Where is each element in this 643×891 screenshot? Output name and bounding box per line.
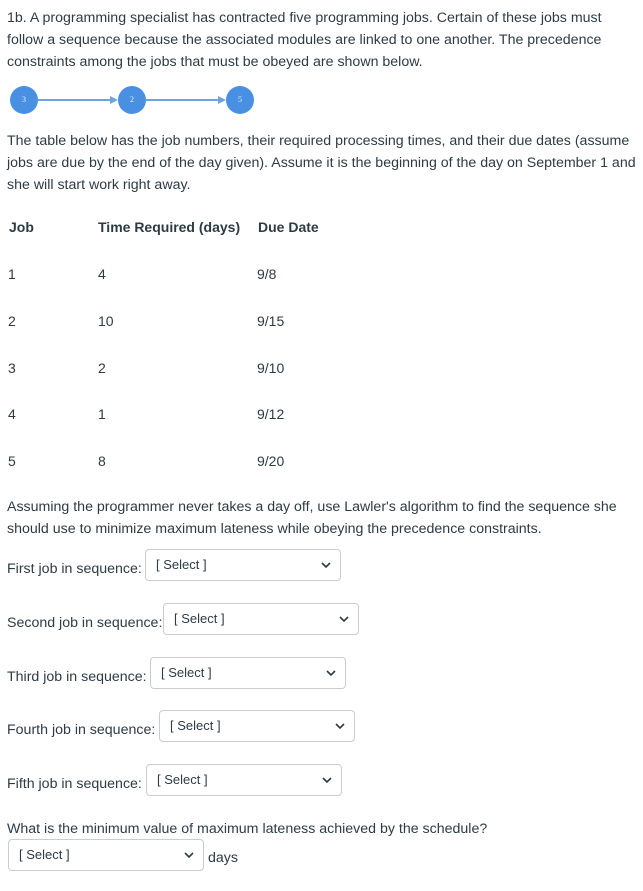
cell-due: 9/20	[257, 453, 285, 469]
max-lateness-select-value: [ Select ]	[19, 847, 70, 862]
chevron-down-icon	[335, 722, 345, 730]
max-lateness-select[interactable]	[8, 839, 204, 871]
precedence-arrow	[146, 99, 218, 101]
table-intro: The table below has the job numbers, their required processing times, and their due dates (assume jobs are due by the end of the day given). Assume it is the beginning of the day on September 1 and she will start work right away.	[7, 133, 636, 193]
cell-due: 9/10	[257, 360, 285, 376]
third-job-select-value: [ Select ]	[161, 665, 212, 680]
cell-job: 3	[8, 360, 16, 376]
second-job-select-value: [ Select ]	[174, 611, 225, 626]
chevron-down-icon	[322, 776, 332, 784]
first-job-select-value: [ Select ]	[156, 557, 207, 572]
lawler-instruction: Assuming the programmer never takes a day off, use Lawler's algorithm to find the sequence she should use to minimize maximum lateness while obeying the precedence constraints.	[7, 499, 617, 537]
fifth-job-select[interactable]	[146, 764, 342, 796]
chevron-down-icon	[339, 615, 349, 623]
chevron-down-icon	[321, 561, 331, 569]
column-header-time: Time Required (days)	[98, 219, 241, 235]
fifth-job-label: Fifth job in sequence:	[7, 776, 142, 792]
second-job-select[interactable]	[163, 603, 359, 635]
third-job-select[interactable]	[150, 657, 346, 689]
cell-time: 8	[98, 453, 106, 469]
cell-job: 2	[8, 313, 16, 329]
precedence-diagram	[0, 80, 300, 122]
precedence-arrow	[38, 99, 110, 101]
fourth-job-select[interactable]	[159, 710, 355, 742]
arrowhead-icon	[110, 96, 118, 104]
chevron-down-icon	[326, 669, 336, 677]
cell-time: 1	[98, 406, 106, 422]
job-node-5: 5	[226, 86, 254, 114]
cell-time: 2	[98, 360, 106, 376]
cell-job: 1	[8, 266, 16, 282]
max-lateness-question: What is the minimum value of maximum lateness achieved by the schedule?	[7, 821, 488, 837]
column-header-job: Job	[9, 219, 34, 235]
fifth-job-select-value: [ Select ]	[157, 772, 208, 787]
job-node-2: 2	[118, 86, 146, 114]
third-job-label: Third job in sequence:	[7, 669, 147, 685]
second-job-label: Second job in sequence:	[7, 615, 163, 631]
cell-job: 5	[8, 453, 16, 469]
job-node-3: 3	[10, 86, 38, 114]
cell-due: 9/15	[257, 313, 285, 329]
days-unit-label: days	[208, 850, 238, 866]
first-job-label: First job in sequence:	[7, 561, 142, 577]
cell-time: 4	[98, 266, 106, 282]
cell-time: 10	[98, 313, 114, 329]
arrowhead-icon	[218, 96, 226, 104]
first-job-select[interactable]	[145, 549, 341, 581]
column-header-due: Due Date	[258, 219, 319, 235]
cell-due: 9/8	[257, 266, 277, 282]
cell-job: 4	[8, 406, 16, 422]
chevron-down-icon	[184, 851, 194, 859]
fourth-job-select-value: [ Select ]	[170, 718, 221, 733]
fourth-job-label: Fourth job in sequence:	[7, 722, 156, 738]
cell-due: 9/12	[257, 406, 285, 422]
question-intro: 1b. A programming specialist has contracted five programming jobs. Certain of these jobs must follow a sequence because the associated modules are linked to one another. The precedence constraints among the jobs that must be obeyed are shown below.	[7, 10, 602, 70]
